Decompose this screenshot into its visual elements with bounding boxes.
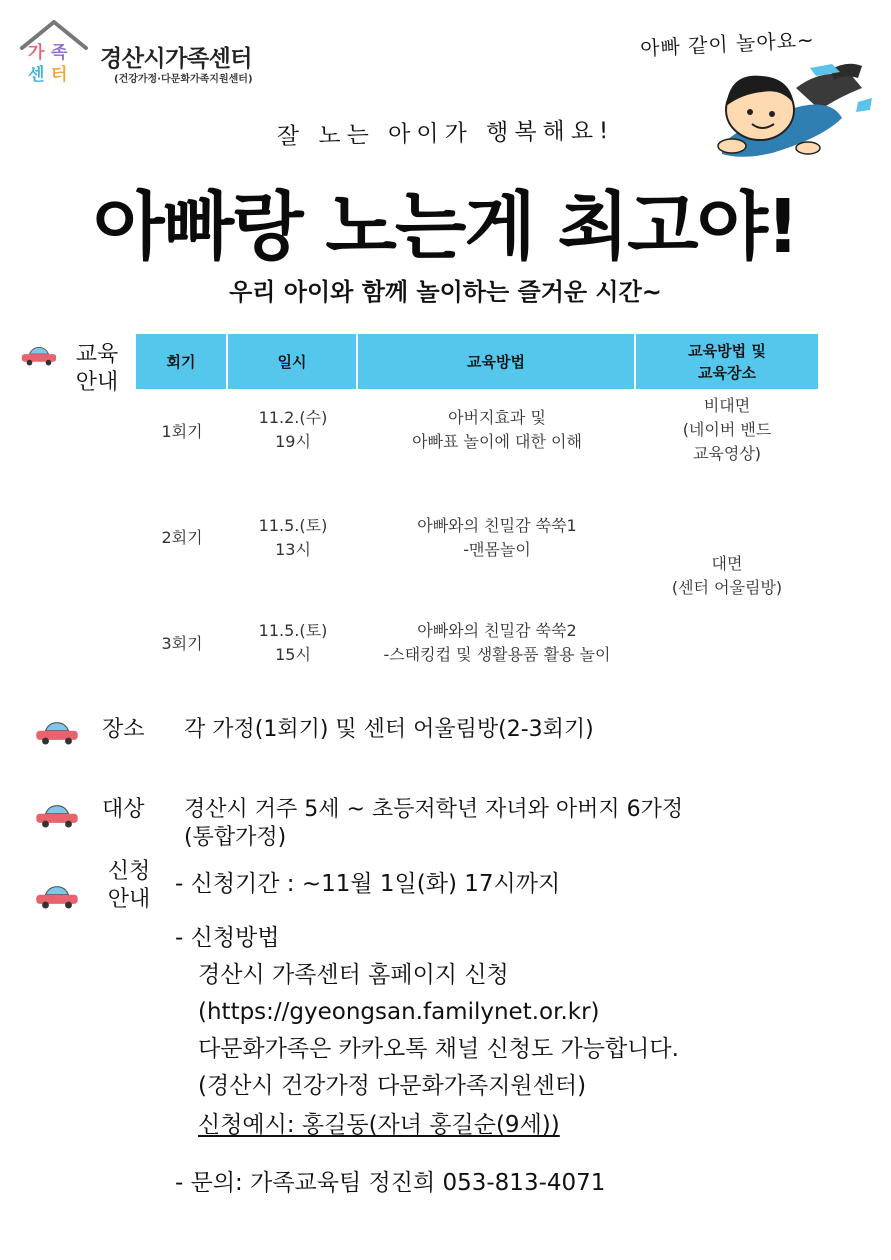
col-method-place-line1: 교육방법 및 [688, 341, 766, 360]
time-1: 19시 [275, 432, 311, 451]
content-3 [358, 619, 636, 667]
col-method-place-line2: 교육장소 [698, 363, 756, 382]
logo [18, 18, 288, 88]
session-2: 2회기 [161, 528, 203, 547]
house-logo-icon [18, 18, 90, 84]
method-line-1: 경산시 가족센터 홈페이지 신청 [198, 962, 509, 988]
contact-info: - 문의: 가족교육팀 정진희 053-813-4071 [175, 1170, 606, 1196]
car-icon [20, 345, 58, 367]
content-2-line1: 아빠와의 친밀감 쑥쑥1 [417, 516, 577, 535]
content-2 [358, 514, 636, 562]
place-offline [636, 552, 818, 600]
application-label-line1: 신청 [107, 859, 151, 884]
application-period: - 신청기간 : ~11월 1일(화) 17시까지 [175, 871, 561, 897]
place-offline-line1: 대면 [711, 554, 743, 573]
col-method-place [636, 334, 818, 389]
application-method-title: - 신청방법 [175, 925, 280, 951]
education-label-line1: 교육 [75, 342, 119, 367]
col-datetime: 일시 [228, 334, 358, 389]
table-header [136, 334, 818, 389]
speech-text: 아빠 같이 놀아요~ [639, 27, 816, 61]
svg-text:터: 터 [51, 65, 68, 84]
application-label [100, 858, 158, 914]
application-label-line2: 안내 [107, 887, 151, 912]
method-line-3: 다문화가족은 카카오톡 채널 신청도 가능합니다. [198, 1036, 679, 1062]
method-line-4: (경산시 건강가정 다문화가족지원센터) [198, 1073, 587, 1099]
col-method: 교육방법 [358, 334, 636, 389]
content-2-line2: -맨몸놀이 [463, 540, 531, 559]
education-label-line2: 안내 [75, 370, 119, 395]
subtitle: 우리 아이와 함께 놀이하는 즐거운 시간~ [229, 278, 662, 306]
datetime-3 [228, 619, 358, 667]
content-1-line1: 아버지효과 및 [448, 408, 546, 427]
col-session: 회기 [136, 334, 228, 389]
car-icon [34, 883, 80, 911]
place-online-line1: 비대면 [703, 396, 751, 415]
main-title: 아빠랑 노는게 최고야! [93, 184, 798, 270]
content-3-line2: -스태킹컵 및 생활용품 활용 놀이 [383, 645, 611, 664]
venue-label: 장소 [102, 717, 145, 742]
content-1-line2: 아빠표 놀이에 대한 이해 [412, 432, 582, 451]
target-label: 대상 [102, 797, 145, 822]
org-name: 경산시가족센터 [100, 46, 253, 72]
svg-text:족: 족 [51, 43, 68, 63]
time-2: 13시 [275, 540, 311, 559]
time-3: 15시 [275, 645, 311, 664]
target-line2: (통합가정) [184, 825, 287, 850]
place-online-line2: (네이버 밴드 [682, 420, 772, 439]
session-1: 1회기 [161, 422, 203, 441]
content-1 [358, 406, 636, 454]
place-online-line3: 교육영상) [692, 444, 762, 463]
car-icon [34, 802, 80, 830]
car-icon [34, 719, 80, 747]
svg-text:센: 센 [28, 65, 45, 84]
svg-text:가: 가 [28, 43, 45, 63]
tagline: 잘 노는 아이가 행복해요! [276, 118, 615, 150]
datetime-1 [228, 406, 358, 454]
schedule-table [136, 334, 818, 664]
target-line1: 경산시 거주 5세 ~ 초등저학년 자녀와 아버지 6가정 [184, 797, 684, 822]
method-url: (https://gyeongsan.familynet.or.kr) [198, 999, 600, 1025]
venue-text: 각 가정(1회기) 및 센터 어울림방(2-3회기) [184, 717, 594, 742]
place-online [636, 394, 818, 466]
content-3-line1: 아빠와의 친밀감 쑥쑥2 [417, 621, 577, 640]
date-3: 11.5.(토) [258, 621, 328, 640]
place-offline-line2: (센터 어울림방) [671, 578, 783, 597]
date-2: 11.5.(토) [258, 516, 328, 535]
education-label [68, 341, 126, 397]
session-3: 3회기 [161, 634, 203, 653]
application-example: 신청예시: 홍길동(자녀 홍길순(9세)) [198, 1112, 560, 1138]
datetime-2 [228, 514, 358, 562]
date-1: 11.2.(수) [258, 408, 328, 427]
org-subtitle: (건강가정·다문화가족지원센터) [114, 74, 253, 85]
